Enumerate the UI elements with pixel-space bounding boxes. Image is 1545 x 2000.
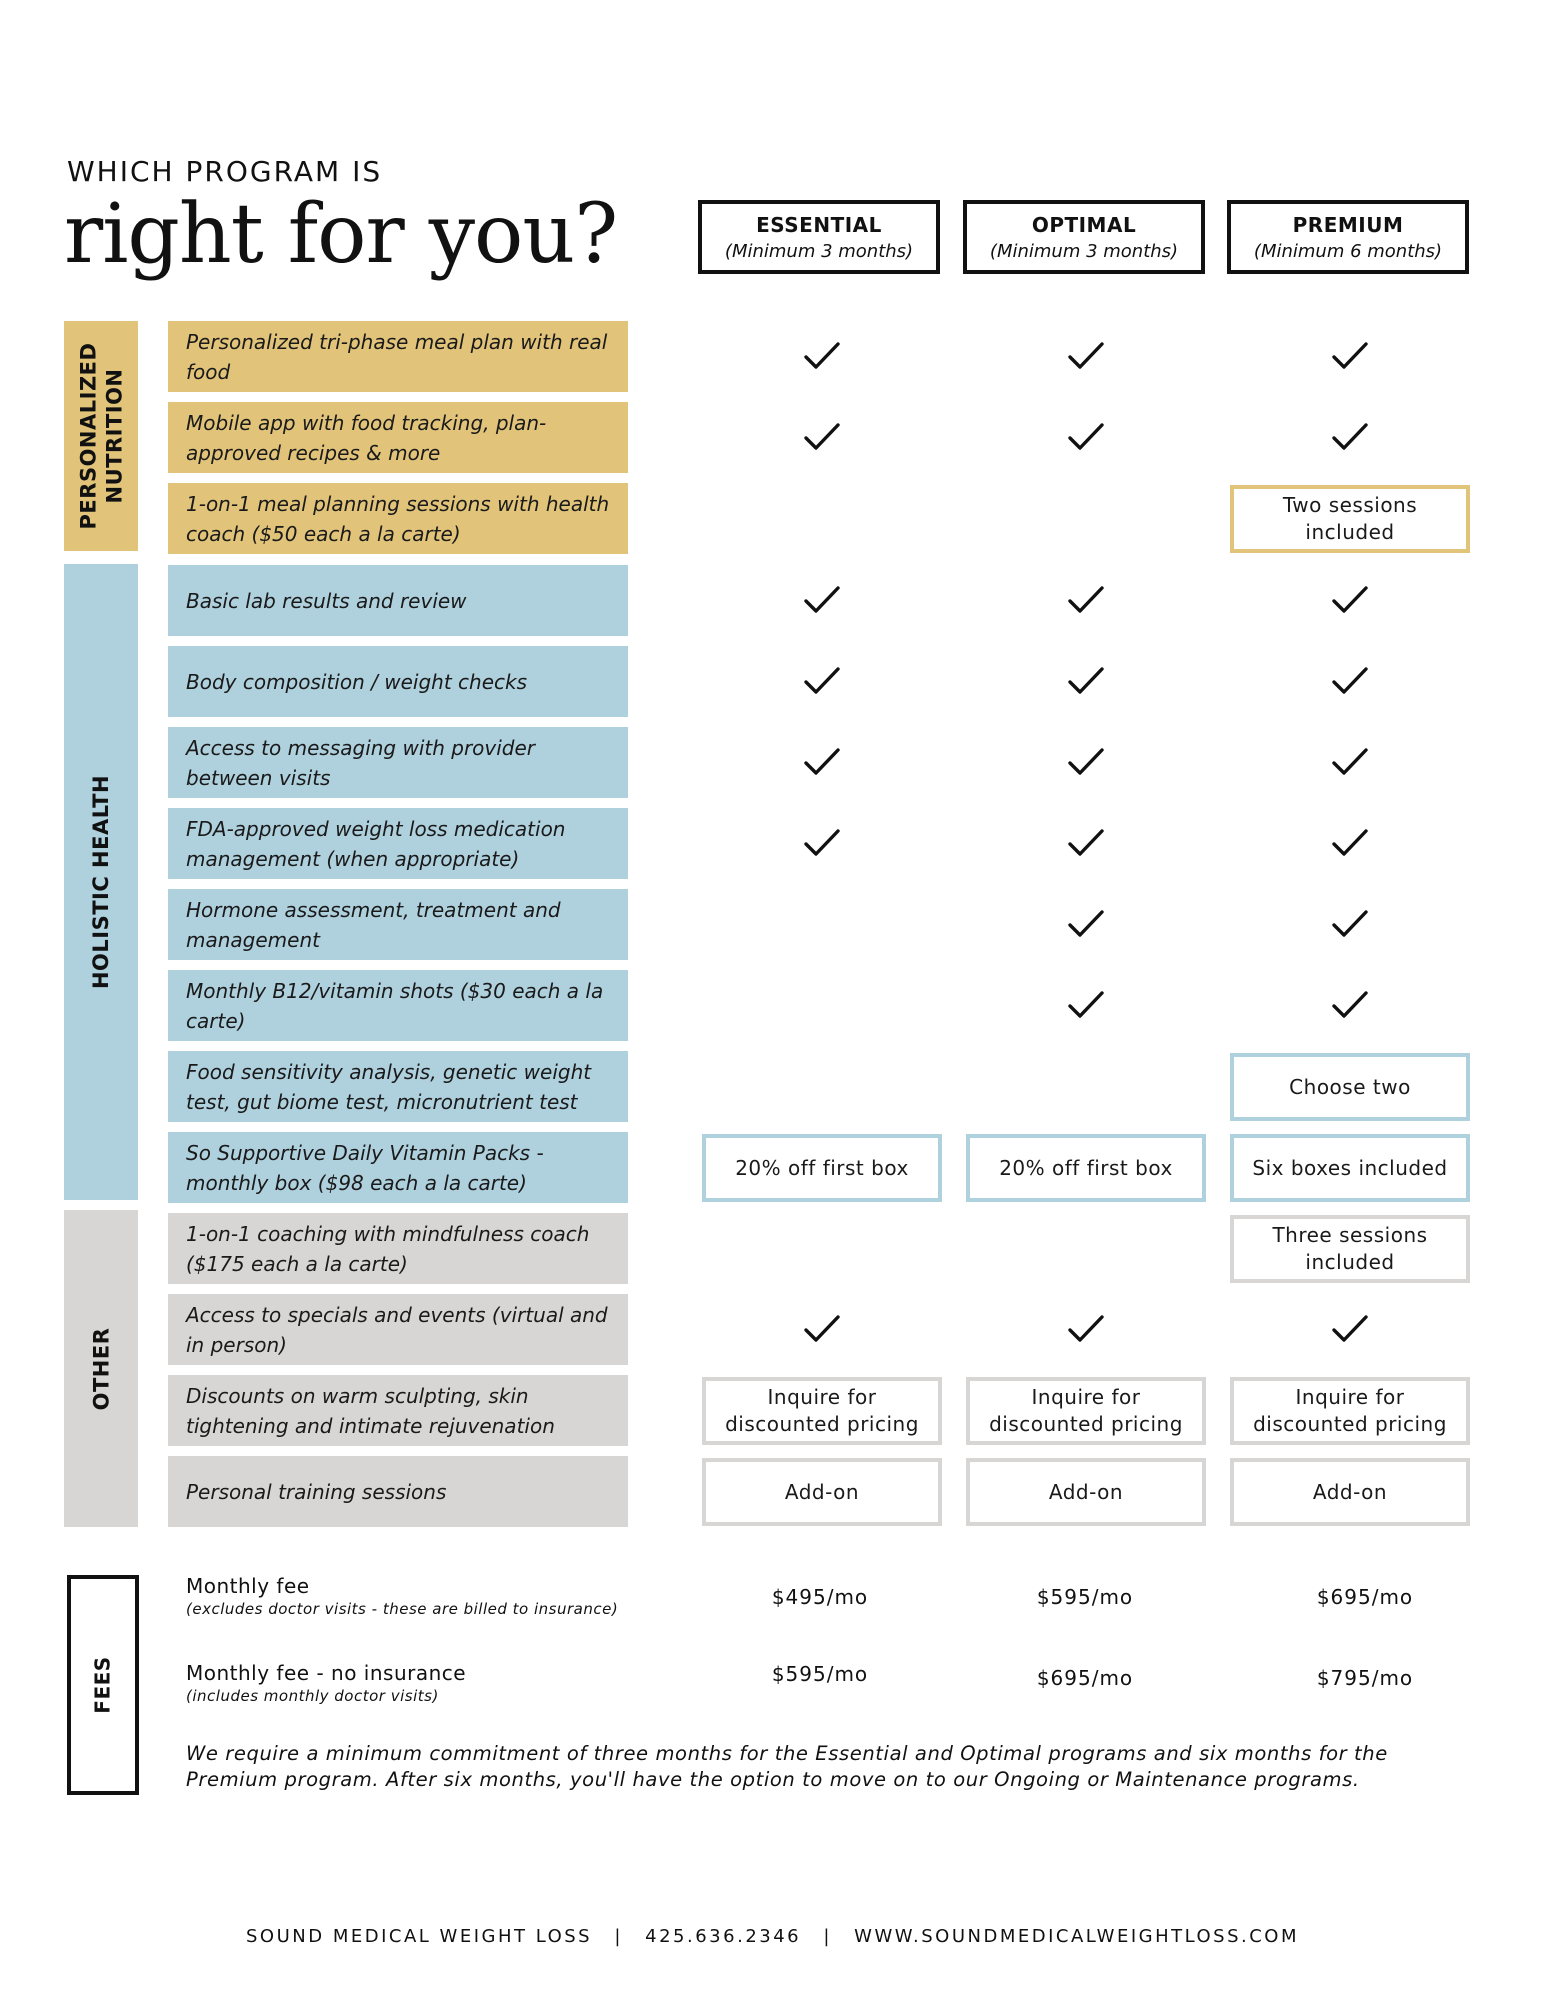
plan-name: ESSENTIAL	[756, 212, 882, 237]
plan-header-premium	[1227, 200, 1469, 274]
feature-row-label: So Supportive Daily Vitamin Packs - monthly box ($98 each a la carte)	[168, 1132, 628, 1203]
checkmark-icon	[1330, 1312, 1370, 1346]
header-eyebrow: WHICH PROGRAM IS	[67, 155, 383, 188]
plan-cell-value: Three sessions included	[1230, 1215, 1470, 1283]
feature-row-label: Access to specials and events (virtual and in person)	[168, 1294, 628, 1365]
checkmark-icon	[1330, 583, 1370, 617]
checkmark-icon	[802, 339, 842, 373]
feature-row-label: FDA-approved weight loss medication management (when appropriate)	[168, 808, 628, 879]
feature-row-label: Mobile app with food tracking, plan-approved recipes & more	[168, 402, 628, 473]
checkmark-icon	[1066, 745, 1106, 779]
checkmark-icon	[1066, 420, 1106, 454]
checkmark-icon	[802, 745, 842, 779]
feature-row-label: Basic lab results and review	[168, 565, 628, 636]
category-bar-personalized-nutrition	[64, 321, 138, 551]
checkmark-icon	[1330, 745, 1370, 779]
checkmark-icon	[802, 664, 842, 698]
checkmark-icon	[1066, 988, 1106, 1022]
checkmark-icon	[1066, 907, 1106, 941]
plan-subtitle: (Minimum 3 months)	[989, 240, 1179, 262]
category-label: HOLISTIC HEALTH	[89, 774, 113, 990]
plan-subtitle: (Minimum 6 months)	[1253, 240, 1443, 262]
page-title: right for you?	[64, 187, 618, 282]
checkmark-icon	[1066, 583, 1106, 617]
feature-row-label: Body composition / weight checks	[168, 646, 628, 717]
plan-header-essential	[698, 200, 940, 274]
checkmark-icon	[802, 826, 842, 860]
plan-header-optimal	[963, 200, 1205, 274]
checkmark-icon	[802, 583, 842, 617]
fees-box	[67, 1575, 139, 1795]
price-premium-no-insurance: $795/mo	[1316, 1666, 1414, 1690]
fees-label: FEES	[90, 1656, 115, 1714]
plan-cell-value: Inquire for discounted pricing	[1230, 1377, 1470, 1445]
checkmark-icon	[1066, 339, 1106, 373]
plan-cell-value: Add-on	[966, 1458, 1206, 1526]
price-optimal-insurance: $595/mo	[1036, 1585, 1134, 1609]
plan-name: PREMIUM	[1292, 212, 1404, 237]
feature-row-label: 1-on-1 coaching with mindfulness coach ($175 each a la carte)	[168, 1213, 628, 1284]
fee-row-label-no-insurance	[186, 1661, 746, 1705]
checkmark-icon	[1330, 420, 1370, 454]
plan-cell-value: Choose two	[1230, 1053, 1470, 1121]
checkmark-icon	[1066, 664, 1106, 698]
checkmark-icon	[1330, 826, 1370, 860]
checkmark-icon	[1330, 988, 1370, 1022]
feature-row-label: Monthly B12/vitamin shots ($30 each a la carte)	[168, 970, 628, 1041]
feature-row-label: Discounts on warm sculpting, skin tightening and intimate rejuvenation	[168, 1375, 628, 1446]
commitment-note: We require a minimum commitment of three months for the Essential and Optimal programs and six months for the Premium program. After six months, you'll have the option to move on to our Ongoing or Maintenance programs.	[186, 1742, 1388, 1791]
footer-phone: 425.636.2346	[645, 1926, 802, 1947]
fee-label: Monthly fee - no insurance	[186, 1661, 467, 1685]
plan-cell-value: 20% off first box	[702, 1134, 942, 1202]
feature-row-label: Personalized tri-phase meal plan with real food	[168, 321, 628, 392]
feature-row-label: Personal training sessions	[168, 1456, 628, 1527]
plan-cell-value: Add-on	[702, 1458, 942, 1526]
checkmark-icon	[802, 1312, 842, 1346]
price-optimal-no-insurance: $695/mo	[1036, 1666, 1134, 1690]
footer	[0, 1926, 1545, 1947]
category-bar-other	[64, 1210, 138, 1527]
checkmark-icon	[1330, 664, 1370, 698]
footer-website: WWW.SOUNDMEDICALWEIGHTLOSS.COM	[854, 1926, 1299, 1947]
feature-row-label: 1-on-1 meal planning sessions with health coach ($50 each a la carte)	[168, 483, 628, 554]
checkmark-icon	[802, 420, 842, 454]
plan-name: OPTIMAL	[1031, 212, 1137, 237]
feature-row-label: Food sensitivity analysis, genetic weight test, gut biome test, micronutrient test	[168, 1051, 628, 1122]
category-label: PERSONALIZED NUTRITION	[76, 342, 127, 530]
footer-separator: |	[823, 1926, 832, 1947]
plan-cell-value: Inquire for discounted pricing	[702, 1377, 942, 1445]
footer-company: SOUND MEDICAL WEIGHT LOSS	[246, 1926, 593, 1947]
plan-cell-value: Two sessions included	[1230, 485, 1470, 553]
plan-cell-value: Six boxes included	[1230, 1134, 1470, 1202]
checkmark-icon	[1330, 339, 1370, 373]
price-essential-no-insurance: $595/mo	[771, 1662, 869, 1686]
plan-cell-value: 20% off first box	[966, 1134, 1206, 1202]
feature-row-label: Access to messaging with provider between visits	[168, 727, 628, 798]
fee-row-label-insurance	[186, 1574, 746, 1618]
fee-sublabel: (excludes doctor visits - these are billed to insurance)	[186, 1600, 619, 1618]
fee-sublabel: (includes monthly doctor visits)	[186, 1687, 439, 1705]
fee-label: Monthly fee	[186, 1574, 310, 1598]
checkmark-icon	[1330, 907, 1370, 941]
category-bar-holistic-health	[64, 564, 138, 1200]
checkmark-icon	[1066, 826, 1106, 860]
price-premium-insurance: $695/mo	[1316, 1585, 1414, 1609]
plan-cell-value: Inquire for discounted pricing	[966, 1377, 1206, 1445]
category-label: OTHER	[89, 1327, 113, 1410]
feature-row-label: Hormone assessment, treatment and management	[168, 889, 628, 960]
plan-cell-value: Add-on	[1230, 1458, 1470, 1526]
checkmark-icon	[1066, 1312, 1106, 1346]
price-essential-insurance: $495/mo	[771, 1585, 869, 1609]
footer-separator: |	[614, 1926, 623, 1947]
plan-subtitle: (Minimum 3 months)	[724, 240, 914, 262]
